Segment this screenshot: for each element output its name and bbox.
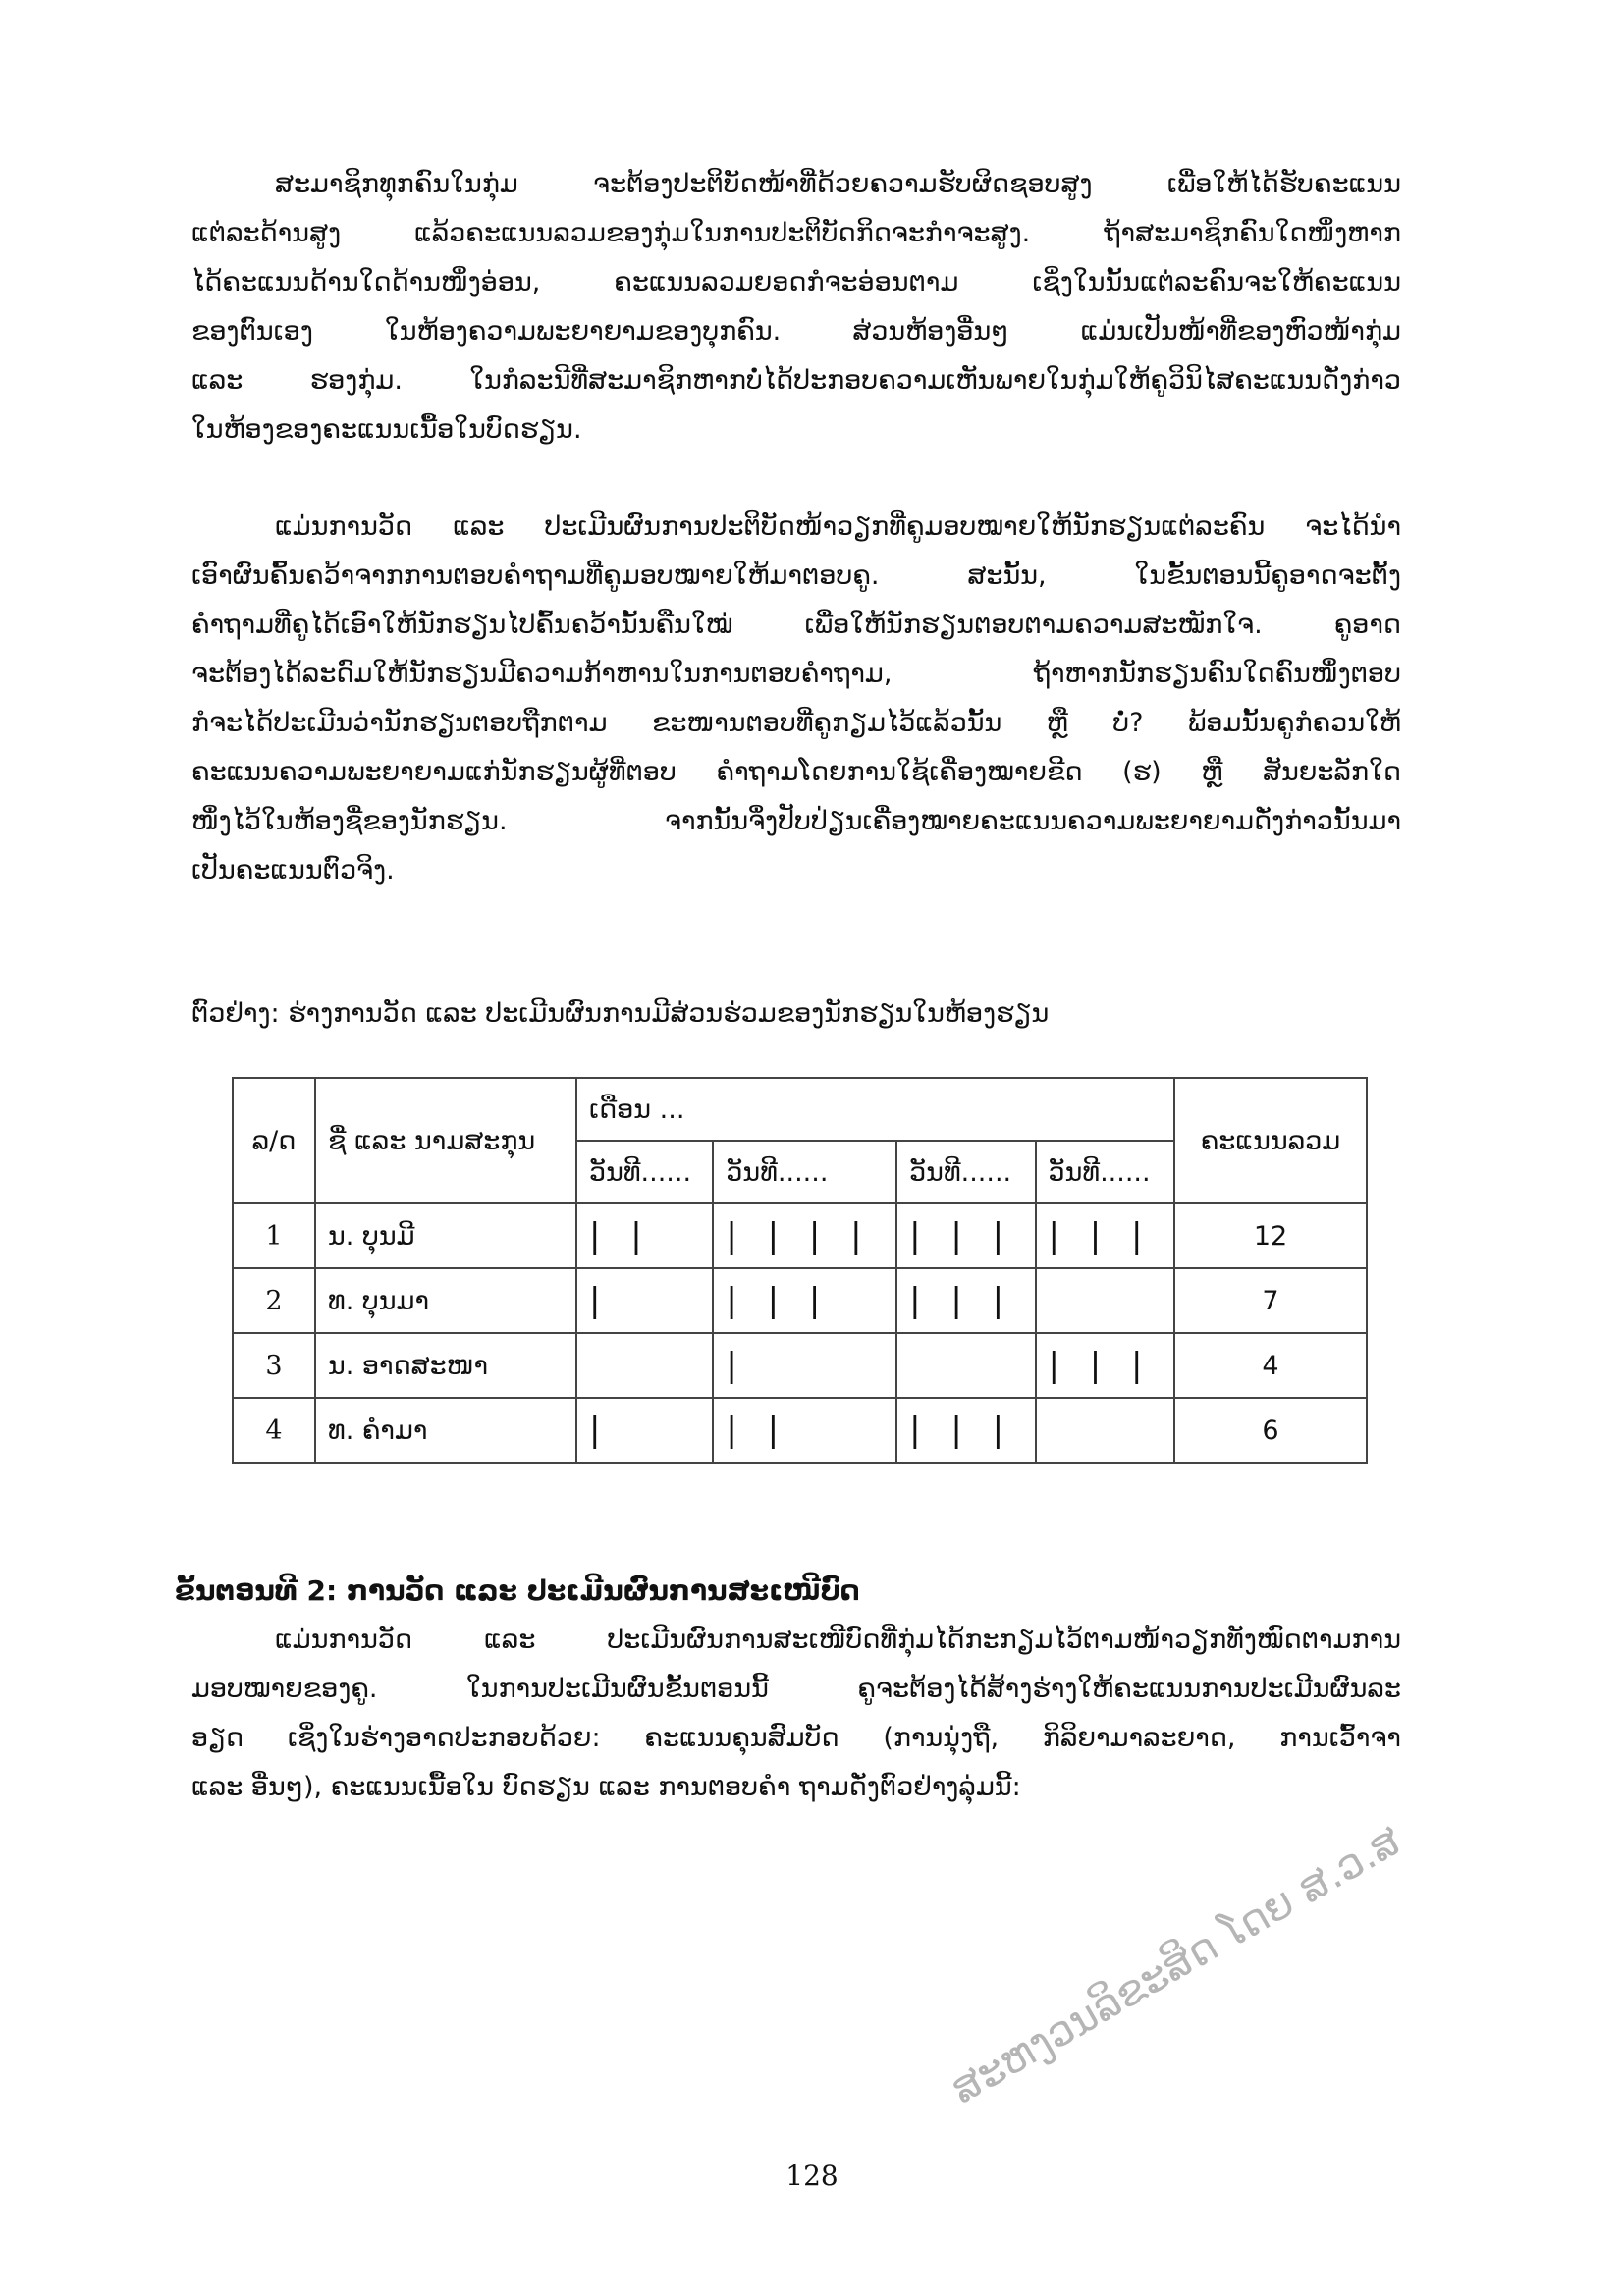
- paragraph-2: [191, 503, 1401, 895]
- header-day: ວັນທີ......: [576, 1141, 713, 1203]
- student-name: ທ. ບຸນມາ: [315, 1268, 576, 1333]
- header-day: ວັນທີ......: [1036, 1141, 1174, 1203]
- tally-marks: | | |: [1036, 1333, 1174, 1398]
- text-line: ແຕ່ລະດ້ານສູງ ແລ້ວຄະແນນລວມຂອງກຸ່ມໃນການປະຕິບັດກິດຈະກຳຈະສູງ. ຖ້າສະມາຊິກຄົນໃດໜຶ່ງຫາກ: [191, 218, 1401, 248]
- tally-marks: | | |: [896, 1398, 1035, 1463]
- text-line: ຈະຕ້ອງໄດ້ລະດົມໃຫ້ນັກຮຽນມີຄວາມກ້າຫານໃນການຕອບຄຳຖາມ, ຖ້າຫາກນັກຮຽນຄົນໃດຄົນໜຶ່ງຕອບ: [191, 659, 1401, 689]
- total-score: 12: [1174, 1203, 1367, 1268]
- text-line: ແລະ ຮອງກຸ່ມ. ໃນກໍລະນີທີ່ສະມາຊິກຫາກບໍ່ໄດ້ປະກອບຄວາມເຫັນພາຍໃນກຸ່ມໃຫ້ຄູວິນິໄສຄະແນນດັ່ງກ່າວ: [191, 365, 1401, 396]
- page-number: 128: [785, 2160, 839, 2192]
- text-line: ສະມາຊິກທຸກຄົນໃນກຸ່ມ ຈະຕ້ອງປະຕິບັດໜ້າທີ່ດ້ວຍຄວາມຮັບຜິດຊອບສູງ ເພື່ອໃຫ້ໄດ້ຮັບຄະແນນ: [275, 169, 1401, 199]
- student-name: ທ. ຄຳມາ: [315, 1398, 576, 1463]
- table-row: [233, 1398, 1367, 1463]
- student-name: ນ. ອາດສະໜາ: [315, 1333, 576, 1398]
- total-score: 7: [1174, 1268, 1367, 1333]
- participation-table: [232, 1077, 1368, 1464]
- tally-marks: |: [713, 1333, 896, 1398]
- tally-marks: [576, 1333, 713, 1398]
- tally-marks: [1036, 1268, 1174, 1333]
- text-line: ຄຳຖາມທີ່ຄູໄດ້ເອົາໃຫ້ນັກຮຽນໄປຄົ້ນຄວ້ານັ້ນຄືນໃໝ່ ເພື່ອໃຫ້ນັກຮຽນຕອບຕາມຄວາມສະໝັກໃຈ. ຄູອາດ: [191, 610, 1401, 640]
- tally-marks: |: [576, 1268, 713, 1333]
- paragraph-3: [191, 1616, 1401, 1812]
- tally-marks: | | | |: [713, 1203, 896, 1268]
- row-number: 2: [233, 1268, 315, 1333]
- tally-marks: | | |: [1036, 1203, 1174, 1268]
- paragraph-1: [191, 160, 1401, 454]
- example-caption: ຕົວຢ່າງ: ຮ່າງການວັດ ແລະ ປະເມີນຜົນການມີສ່ວນຮ່ວມຂອງນັກຮຽນໃນຫ້ອງຮຽນ: [191, 998, 1050, 1029]
- section-heading: ຂັ້ນຕອນທີ 2: ການວັດ ແລະ ປະເມີນຜົນການສະເໜີບົດ: [175, 1575, 860, 1607]
- text-line: ອຽດ ເຊິ່ງໃນຮ່າງອາດປະກອບດ້ວຍ: ຄະແນນຄຸນສົມບັດ (ການນຸ່ງຖື, ກິລິຍາມາລະຍາດ, ການເວົ້າຈາ: [191, 1723, 1401, 1753]
- text-line: ເປັນຄະແນນຕົວຈິງ.: [191, 855, 395, 885]
- text-line: ແລະ ອື່ນໆ), ຄະແນນເນື້ອໃນ ບົດຮຽນ ແລະ ການຕອບຄຳ ຖາມດັ່ງຕົວຢ່າງລຸ່ມນີ້:: [191, 1772, 1021, 1802]
- text-line: ມອບໝາຍຂອງຄູ. ໃນການປະເມີນຜົນຂັ້ນຕອນນີ້ ຄູຈະຕ້ອງໄດ້ສ້າງຮ່າງໃຫ້ຄະແນນການປະເມີນຜົນລະ: [191, 1674, 1401, 1704]
- text-line: ແມ່ນການວັດ ແລະ ປະເມີນຜົນການປະຕິບັດໜ້າວຽກທີ່ຄູມອບໝາຍໃຫ້ນັກຮຽນແຕ່ລະຄົນ ຈະໄດ້ນຳ: [275, 511, 1401, 542]
- total-score: 4: [1174, 1333, 1367, 1398]
- text-line: ໄດ້ຄະແນນດ້ານໃດດ້ານໜຶ່ງອ່ອນ, ຄະແນນລວມຍອດກໍຈະອ່ອນຕາມ ເຊິ່ງໃນນັ້ນແຕ່ລະຄົນຈະໃຫ້ຄະແນນ: [191, 267, 1401, 297]
- table-row: [233, 1268, 1367, 1333]
- tally-marks: |: [576, 1398, 713, 1463]
- header-month: ເດືອນ ...: [576, 1078, 1174, 1141]
- total-score: 6: [1174, 1398, 1367, 1463]
- header-day: ວັນທີ......: [896, 1141, 1035, 1203]
- text-line: ເອົາຜົນຄົ້ນຄວ້າຈາກການຕອບຄຳຖາມທີ່ຄູມອບໝາຍໃຫ້ມາຕອບຄູ. ສະນັ້ນ, ໃນຂັ້ນຕອນນີ້ຄູອາດຈະຕັ້ງ: [191, 561, 1401, 591]
- table-row: [233, 1203, 1367, 1268]
- watermark: ສະຫງວນລິຂະສິດ ໂດຍ ສ.ວ.ສ: [943, 1815, 1410, 2113]
- header-total: ຄະແນນລວມ: [1174, 1078, 1367, 1203]
- text-line: ຂອງຕົນເອງ ໃນຫ້ອງຄວາມພະຍາຍາມຂອງບຸກຄົນ. ສ່ວນຫ້ອງອື່ນໆ ແມ່ນເປັນໜ້າທີ່ຂອງຫົວໜ້າກຸ່ມ: [191, 316, 1401, 347]
- header-day: ວັນທີ......: [713, 1141, 896, 1203]
- row-number: 3: [233, 1333, 315, 1398]
- row-number: 4: [233, 1398, 315, 1463]
- tally-marks: | | |: [713, 1268, 896, 1333]
- tally-marks: | | |: [896, 1268, 1035, 1333]
- text-line: ໃນຫ້ອງຂອງຄະແນນເນື້ອໃນບົດຮຽນ.: [191, 414, 582, 445]
- text-line: ແມ່ນການວັດ ແລະ ປະເມີນຜົນການສະເໜີບົດທີ່ກຸ່ມໄດ້ກະກຽມໄວ້ຕາມໜ້າວຽກທັງໝົດຕາມການ: [275, 1625, 1401, 1655]
- row-number: 1: [233, 1203, 315, 1268]
- tally-marks: | |: [713, 1398, 896, 1463]
- student-name: ນ. ບຸນມີ: [315, 1203, 576, 1268]
- text-line: ກໍຈະໄດ້ປະເມີນວ່ານັກຮຽນຕອບຖືກຕາມ ຂະໜານຕອບທີ່ຄູກຽມໄວ້ແລ້ວນັ້ນ ຫຼື ບໍ່? ພ້ອມນັ້ນຄູກໍຄວນໃຫ້: [191, 708, 1401, 738]
- text-line: ຄະແນນຄວາມພະຍາຍາມແກ່ນັກຮຽນຜູ້ທີ່ຕອບ ຄຳຖາມໂດຍການໃຊ້ເຄື່ອງໝາຍຂີດ (ຮ) ຫຼື ສັນຍະລັກໃດ: [191, 757, 1401, 787]
- header-no: ລ/ດ: [233, 1078, 315, 1203]
- tally-marks: [896, 1333, 1035, 1398]
- tally-marks: | | |: [896, 1203, 1035, 1268]
- tally-marks: [1036, 1398, 1174, 1463]
- tally-marks: | |: [576, 1203, 713, 1268]
- text-line: ໜຶ່ງໄວ້ໃນຫ້ອງຊື່ຂອງນັກຮຽນ. ຈາກນັ້ນຈຶ່ງປັບປ່ຽນເຄື່ອງໝາຍຄະແນນຄວາມພະຍາຍາມດັ່ງກ່າວນັ້ນມາ: [191, 806, 1401, 836]
- table-row: [233, 1333, 1367, 1398]
- header-name: ຊື່ ແລະ ນາມສະກຸນ: [315, 1078, 576, 1203]
